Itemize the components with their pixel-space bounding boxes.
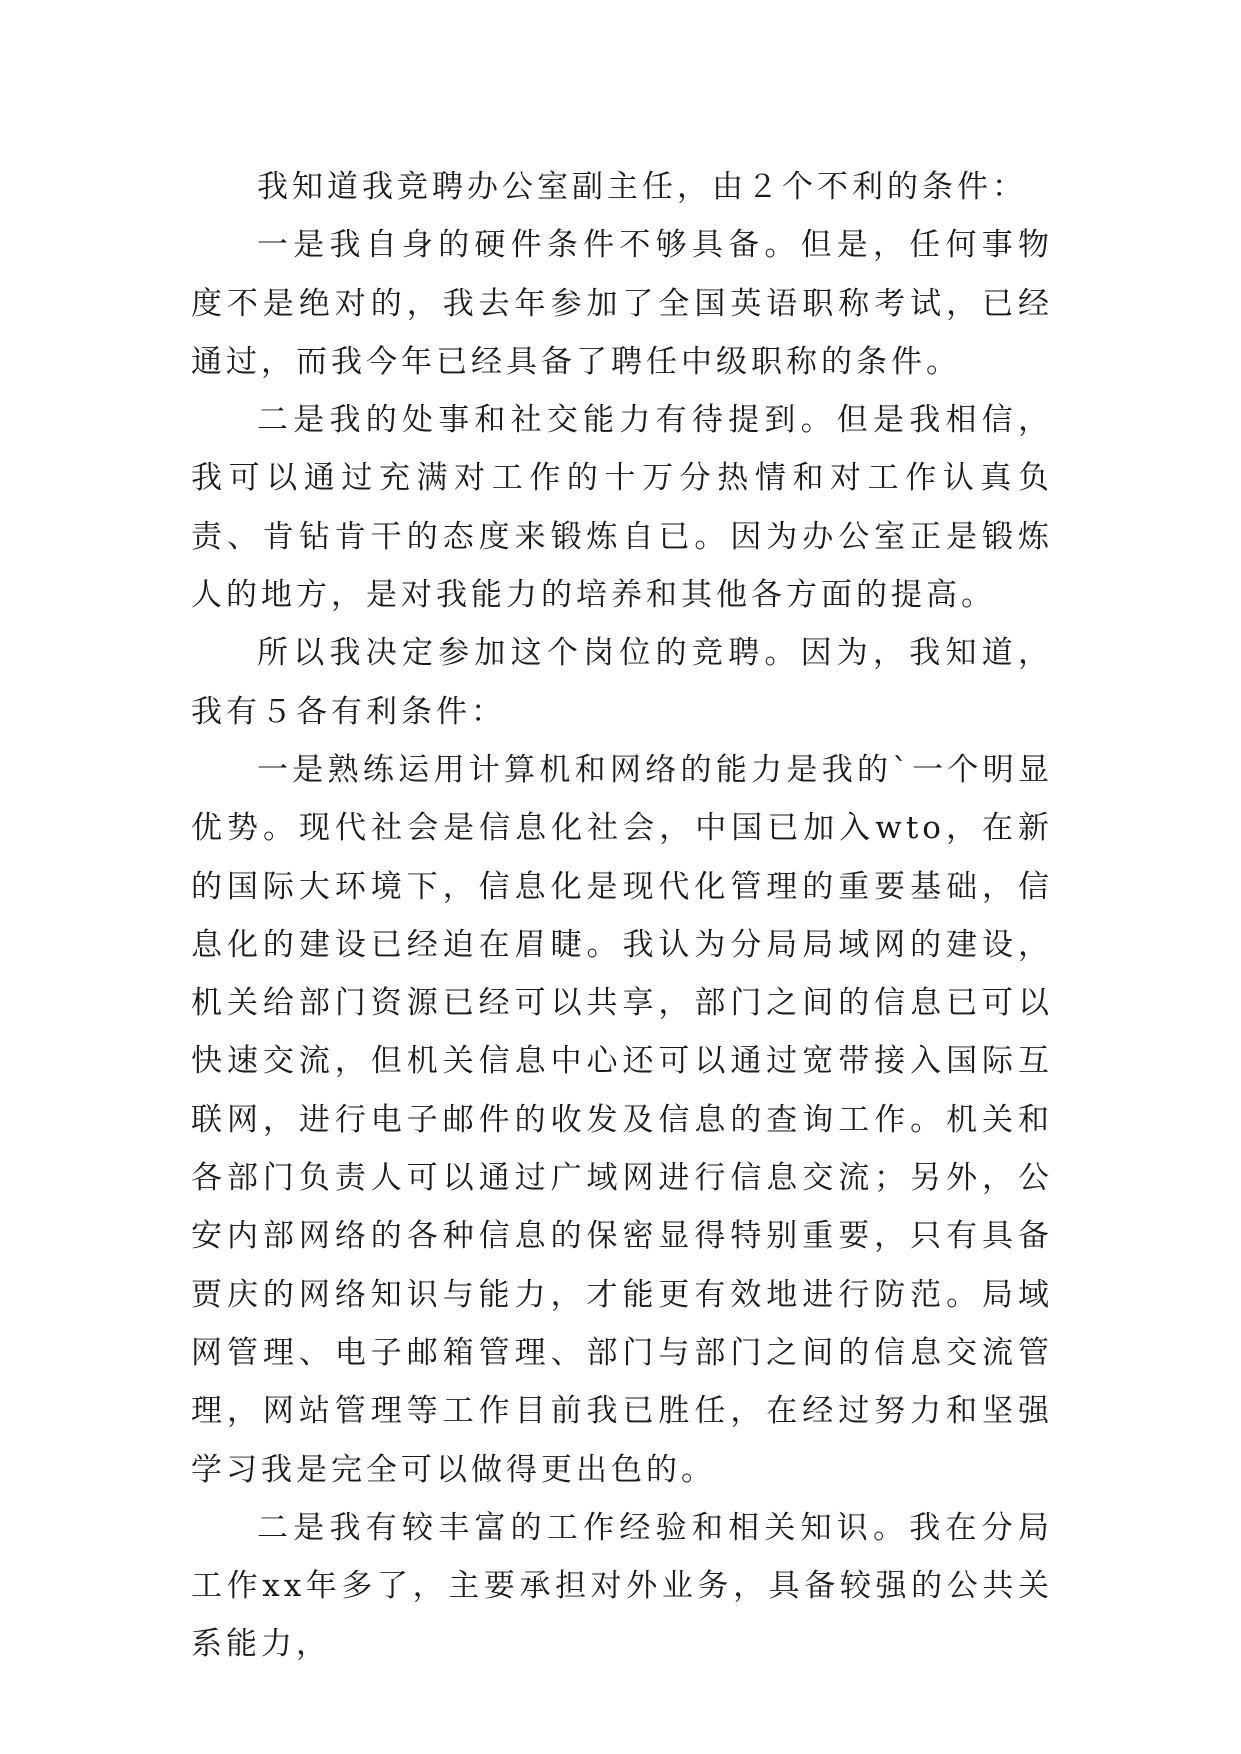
- paragraph: 一是熟练运用计算机和网络的能力是我的`一个明显优势。现代社会是信息化社会，中国已加入wto，在新的国际大环境下，信息化是现代化管理的重要基础，信息化的建设已经迫在眉睫。我认为分局局域网的建设，机关给部门资源已经可以共享，部门之间的信息已可以快速交流，但机关信息中心还可以通过宽带接入国际互联网，进行电子邮件的收发及信息的查询工作。机关和各部门负责人可以通过广域网进行信息交流；另外，公安内部网络的各种信息的保密显得特别重要，只有具备贾庆的网络知识与能力，才能更有效地进行防范。局域网管理、电子邮箱管理、部门与部门之间的信息交流管理，网站管理等工作目前我已胜任，在经过努力和坚强学习我是完全可以做得更出色的。: [191, 751, 1053, 1488]
- paragraph: 二是我的处事和社交能力有待提到。但是我相信，我可以通过充满对工作的十万分热情和对工作认真负责、肯钻肯干的态度来锻炼自已。因为办公室正是锻炼人的地方，是对我能力的培养和其他各方面的提高。: [191, 402, 1053, 614]
- paragraph: 所以我决定参加这个岗位的竞聘。因为，我知道，我有５各有利条件：: [191, 635, 1053, 730]
- paragraph: 一是我自身的硬件条件不够具备。但是，任何事物度不是绝对的，我去年参加了全国英语职称考试，已经通过，而我今年已经具备了聘任中级职称的条件。: [191, 227, 1053, 380]
- document-body: [191, 158, 1053, 1674]
- paragraph: 我知道我竞聘办公室副主任，由２个不利的条件：: [257, 169, 1027, 205]
- paragraph: 二是我有较丰富的工作经验和相关知识。我在分局工作xx年多了，主要承担对外业务，具备较强的公共关系能力，: [191, 1509, 1053, 1663]
